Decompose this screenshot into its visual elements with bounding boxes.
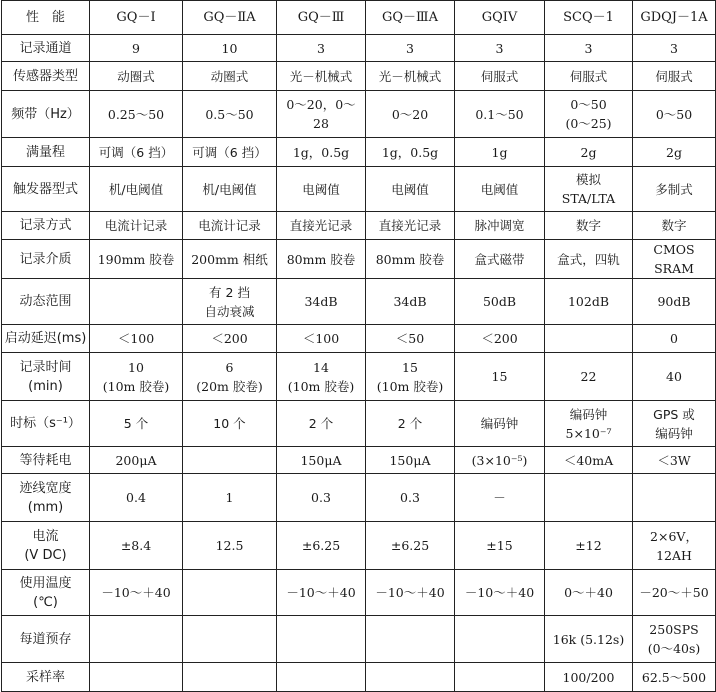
table-cell: ＜200 bbox=[183, 325, 277, 353]
table-cell: 光－机械式 bbox=[277, 62, 366, 91]
table-cell bbox=[455, 616, 545, 663]
table-cell: 200μA bbox=[90, 447, 183, 474]
table-cell: 3 bbox=[366, 35, 455, 62]
table-cell: 2 个 bbox=[366, 401, 455, 447]
table-cell bbox=[366, 616, 455, 663]
table-cell: 15 bbox=[455, 353, 545, 401]
table-row bbox=[2, 663, 716, 692]
table-cell: 光－机械式 bbox=[366, 62, 455, 91]
table-cell: 盒式，四轨 bbox=[545, 240, 633, 279]
table-cell: 250SPS (0～40s) bbox=[633, 616, 716, 663]
header-cell: SCQ－1 bbox=[545, 1, 633, 35]
table-cell: 10 (10m 胶卷) bbox=[90, 353, 183, 401]
table-cell: 3 bbox=[455, 35, 545, 62]
table-cell: 动圈式 bbox=[183, 62, 277, 91]
table-cell bbox=[277, 616, 366, 663]
table-cell: 可调（6 挡） bbox=[183, 138, 277, 167]
header-cell: 性 能 bbox=[2, 1, 90, 35]
table-cell: 50dB bbox=[455, 279, 545, 325]
table-cell: 伺服式 bbox=[455, 62, 545, 91]
table-cell: 0～50 (0～25) bbox=[545, 91, 633, 138]
table-cell: 有 2 挡 自动衰减 bbox=[183, 279, 277, 325]
table-cell: GPS 或 编码钟 bbox=[633, 401, 716, 447]
table-cell bbox=[545, 474, 633, 522]
row-label: 每道预存 bbox=[2, 616, 90, 663]
row-label: 传感器类型 bbox=[2, 62, 90, 91]
table-cell: 80mm 胶卷 bbox=[366, 240, 455, 279]
table-cell: 电流计记录 bbox=[90, 212, 183, 240]
table-cell: ＜100 bbox=[90, 325, 183, 353]
table-cell: 脉冲调宽 bbox=[455, 212, 545, 240]
table-cell: 22 bbox=[545, 353, 633, 401]
row-label: 触发器型式 bbox=[2, 167, 90, 212]
table-cell: 电流计记录 bbox=[183, 212, 277, 240]
table-cell: (3×10⁻⁵) bbox=[455, 447, 545, 474]
table-row bbox=[2, 570, 716, 616]
table-cell: 0.3 bbox=[366, 474, 455, 522]
table-cell: CMOS SRAM bbox=[633, 240, 716, 279]
table-cell: 102dB bbox=[545, 279, 633, 325]
table-cell: 电阈值 bbox=[277, 167, 366, 212]
header-cell: GDQJ－1A bbox=[633, 1, 716, 35]
row-label: 采样率 bbox=[2, 663, 90, 692]
row-label: 记录介质 bbox=[2, 240, 90, 279]
row-label: 等待耗电 bbox=[2, 447, 90, 474]
table-cell: 1g，0.5g bbox=[277, 138, 366, 167]
table-cell: 5 个 bbox=[90, 401, 183, 447]
table-cell: 40 bbox=[633, 353, 716, 401]
table-cell: 1g，0.5g bbox=[366, 138, 455, 167]
table-cell: －10～＋40 bbox=[277, 570, 366, 616]
table-cell: －20～＋50 bbox=[633, 570, 716, 616]
table-cell: 动圈式 bbox=[90, 62, 183, 91]
table-cell: 0.3 bbox=[277, 474, 366, 522]
table-cell bbox=[366, 663, 455, 692]
table-cell: ＜100 bbox=[277, 325, 366, 353]
table-cell: ＜200 bbox=[455, 325, 545, 353]
row-label: 时标（s⁻¹） bbox=[2, 401, 90, 447]
table-cell: 1 bbox=[183, 474, 277, 522]
table-cell: 2×6V， 12AH bbox=[633, 522, 716, 570]
header-row bbox=[2, 1, 716, 35]
table-cell: ±6.25 bbox=[366, 522, 455, 570]
row-label: 电流 (V DC) bbox=[2, 522, 90, 570]
table-cell: 34dB bbox=[277, 279, 366, 325]
table-cell: －10～＋40 bbox=[90, 570, 183, 616]
table-cell: 盒式磁带 bbox=[455, 240, 545, 279]
table-cell: 200mm 相纸 bbox=[183, 240, 277, 279]
table-row bbox=[2, 62, 716, 91]
table-cell: 0～20 bbox=[366, 91, 455, 138]
table-cell bbox=[90, 279, 183, 325]
table-cell: 直接光记录 bbox=[277, 212, 366, 240]
table-cell: 100/200 bbox=[545, 663, 633, 692]
header-cell: GQIV bbox=[455, 1, 545, 35]
table-cell: 15 (10m 胶卷) bbox=[366, 353, 455, 401]
table-cell: 14 (10m 胶卷) bbox=[277, 353, 366, 401]
table-cell bbox=[183, 447, 277, 474]
table-cell: 伺服式 bbox=[633, 62, 716, 91]
table-cell: 机/电阈值 bbox=[90, 167, 183, 212]
table-cell: ＜3W bbox=[633, 447, 716, 474]
table-cell: 3 bbox=[633, 35, 716, 62]
table-row bbox=[2, 240, 716, 279]
table-cell: 0～＋40 bbox=[545, 570, 633, 616]
table-row bbox=[2, 325, 716, 353]
row-label: 迹线宽度 (mm) bbox=[2, 474, 90, 522]
table-cell: 3 bbox=[277, 35, 366, 62]
table-cell: 机/电阈值 bbox=[183, 167, 277, 212]
table-row bbox=[2, 522, 716, 570]
table-row bbox=[2, 138, 716, 167]
table-cell bbox=[455, 663, 545, 692]
table-cell: 编码钟 5×10⁻⁷ bbox=[545, 401, 633, 447]
table-cell bbox=[183, 663, 277, 692]
table-cell: ±8.4 bbox=[90, 522, 183, 570]
table-row bbox=[2, 474, 716, 522]
table-cell: ±12 bbox=[545, 522, 633, 570]
table-cell: 编码钟 bbox=[455, 401, 545, 447]
table-cell: 直接光记录 bbox=[366, 212, 455, 240]
table-cell: －10～＋40 bbox=[366, 570, 455, 616]
table-cell: 伺服式 bbox=[545, 62, 633, 91]
table-cell bbox=[183, 616, 277, 663]
table-cell bbox=[90, 663, 183, 692]
table-row bbox=[2, 279, 716, 325]
table-cell bbox=[633, 474, 716, 522]
spec-table bbox=[1, 0, 716, 692]
table-cell: 10 个 bbox=[183, 401, 277, 447]
table-cell bbox=[545, 325, 633, 353]
table-row bbox=[2, 212, 716, 240]
row-label: 记录时间 (min) bbox=[2, 353, 90, 401]
table-cell: 0～20，0～28 bbox=[277, 91, 366, 138]
table-cell: 2g bbox=[545, 138, 633, 167]
table-cell: ±15 bbox=[455, 522, 545, 570]
table-cell: ＜50 bbox=[366, 325, 455, 353]
table-cell: 2 个 bbox=[277, 401, 366, 447]
row-label: 记录方式 bbox=[2, 212, 90, 240]
table-cell: 1g bbox=[455, 138, 545, 167]
table-cell: 0.4 bbox=[90, 474, 183, 522]
table-cell: 9 bbox=[90, 35, 183, 62]
header-cell: GQ－Ⅲ bbox=[277, 1, 366, 35]
table-cell: 0.5～50 bbox=[183, 91, 277, 138]
row-label: 动态范围 bbox=[2, 279, 90, 325]
table-cell: 0 bbox=[633, 325, 716, 353]
table-cell: 数字 bbox=[545, 212, 633, 240]
table-cell: 150μA bbox=[277, 447, 366, 474]
table-cell: 电阈值 bbox=[455, 167, 545, 212]
table-cell: 0.1～50 bbox=[455, 91, 545, 138]
row-label: 使用温度 (℃) bbox=[2, 570, 90, 616]
table-cell: 10 bbox=[183, 35, 277, 62]
table-cell: 2g bbox=[633, 138, 716, 167]
table-cell: 多制式 bbox=[633, 167, 716, 212]
table-cell: 190mm 胶卷 bbox=[90, 240, 183, 279]
table-cell: 16k (5.12s) bbox=[545, 616, 633, 663]
table-cell bbox=[183, 570, 277, 616]
row-label: 启动延迟(ms) bbox=[2, 325, 90, 353]
table-cell: 34dB bbox=[366, 279, 455, 325]
table-row bbox=[2, 401, 716, 447]
table-row bbox=[2, 447, 716, 474]
row-label: 记录通道 bbox=[2, 35, 90, 62]
header-cell: GQ－ⅢA bbox=[366, 1, 455, 35]
table-row bbox=[2, 35, 716, 62]
table-cell: 数字 bbox=[633, 212, 716, 240]
table-cell: 3 bbox=[545, 35, 633, 62]
table-row bbox=[2, 167, 716, 212]
table-cell: 0.25～50 bbox=[90, 91, 183, 138]
table-row bbox=[2, 353, 716, 401]
table-cell: 0～50 bbox=[633, 91, 716, 138]
table-cell bbox=[90, 616, 183, 663]
table-cell: 电阈值 bbox=[366, 167, 455, 212]
table-cell: 90dB bbox=[633, 279, 716, 325]
table-cell: 6 (20m 胶卷) bbox=[183, 353, 277, 401]
header-cell: GQ－ⅡA bbox=[183, 1, 277, 35]
table-cell: 150μA bbox=[366, 447, 455, 474]
row-label: 满量程 bbox=[2, 138, 90, 167]
table-cell: ±6.25 bbox=[277, 522, 366, 570]
table-cell: 12.5 bbox=[183, 522, 277, 570]
table-cell: ＜40mA bbox=[545, 447, 633, 474]
table-cell: 模拟 STA/LTA bbox=[545, 167, 633, 212]
table-row bbox=[2, 616, 716, 663]
table-cell: 62.5～500 bbox=[633, 663, 716, 692]
header-cell: GQ－Ⅰ bbox=[90, 1, 183, 35]
table-cell: 可调（6 挡） bbox=[90, 138, 183, 167]
table-cell: － bbox=[455, 474, 545, 522]
table-cell: 80mm 胶卷 bbox=[277, 240, 366, 279]
row-label: 频带（Hz） bbox=[2, 91, 90, 138]
table-row bbox=[2, 91, 716, 138]
table-cell bbox=[277, 663, 366, 692]
table-cell: －10～＋40 bbox=[455, 570, 545, 616]
